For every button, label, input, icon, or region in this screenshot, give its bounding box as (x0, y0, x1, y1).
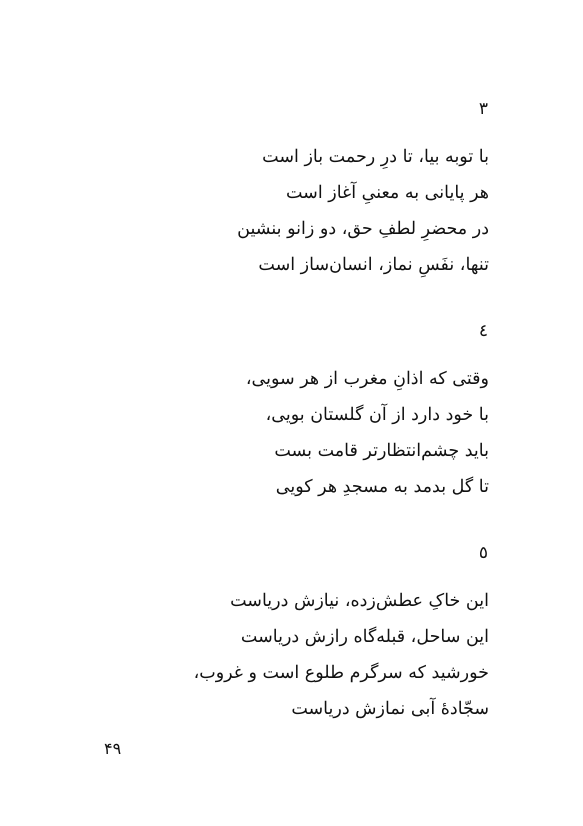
poem-line: تنها، نفَسِ نماز، انسان‌ساز است (258, 255, 489, 275)
poem-line: این ساحل، قبله‌گاه رازش دریاست (240, 627, 489, 647)
stanza-number: ٤ (478, 321, 488, 341)
poem-line: وقتی که اذانِ مغرب از هر سویی، (245, 369, 489, 389)
poem-line: سجّادهٔ آبی نمازش دریاست (291, 699, 489, 719)
poem-line: با توبه بیا، تا درِ رحمت باز است (262, 147, 489, 167)
poem-line: در محضرِ لطفِ حق، دو زانو بنشین (237, 219, 489, 239)
stanza-5 (194, 543, 489, 727)
poem-line: این خاکِ عطش‌زده، نیازش دریاست (230, 591, 489, 611)
stanza-3 (237, 99, 489, 283)
stanza-number: ٥ (478, 543, 488, 563)
stanza-lines (246, 361, 489, 505)
poem-line: هر پایانی به معنیِ آغاز است (285, 183, 489, 203)
poem-line: باید چشم‌انتظارتر قامت بست (274, 441, 489, 461)
poem-line: تا گل بدمد به مسجدِ هر کویی (275, 477, 489, 497)
poem-line: خورشید که سرگرم طلوع است و غروب، (193, 663, 489, 683)
page-number: ۴۹ (104, 739, 122, 758)
stanza-number: ٣ (478, 99, 488, 119)
stanza-lines (237, 139, 489, 283)
stanza-lines (194, 583, 489, 727)
stanza-4 (246, 321, 489, 505)
poem-line: با خود دارد از آن گلستان بویی، (265, 405, 489, 425)
